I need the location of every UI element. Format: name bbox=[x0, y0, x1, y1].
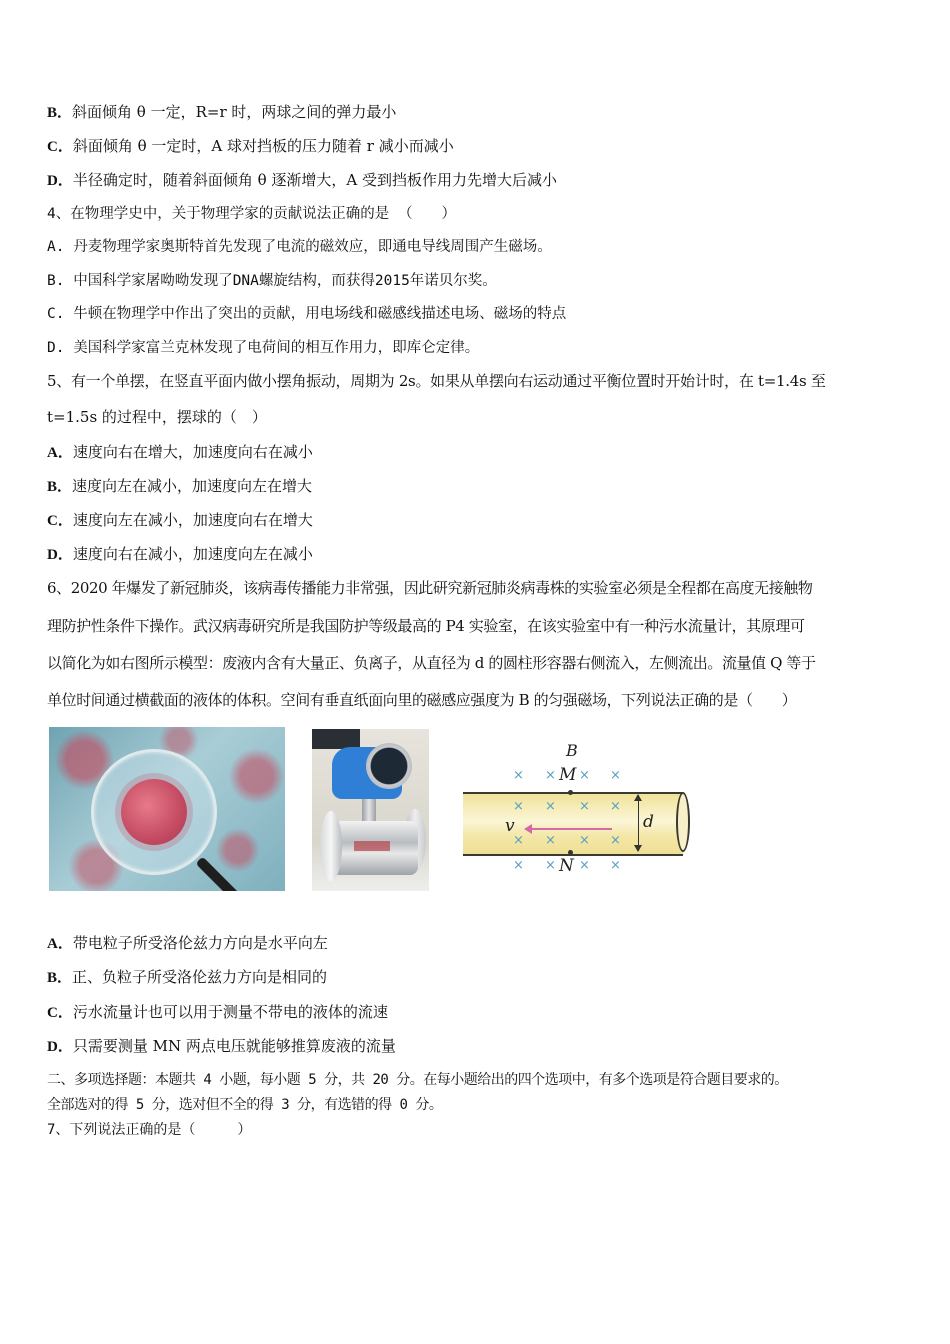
option-label: B． bbox=[47, 479, 73, 495]
option-text: 丹麦物理学家奥斯特首先发现了电流的磁效应，即通电导线周围产生磁场。 bbox=[73, 239, 552, 255]
q5-option-c bbox=[47, 511, 313, 530]
option-text: 速度向左在减小，加速度向左在增大 bbox=[72, 477, 313, 495]
option-text: 斜面倾角 θ 一定，R=r 时，两球之间的弹力最小 bbox=[72, 103, 397, 121]
q6-option-a bbox=[47, 934, 328, 953]
option-label: D. bbox=[47, 340, 65, 356]
field-cross-icon: × bbox=[545, 858, 556, 873]
point-label-m: M bbox=[559, 765, 577, 785]
field-cross-icon: × bbox=[513, 768, 524, 783]
option-text: 速度向右在增大，加速度向右在减小 bbox=[72, 443, 313, 461]
q6-stem-line1: 6、2020 年爆发了新冠肺炎，该病毒传播能力非常强，因此研究新冠肺炎病毒株的实验室必须是全程都在高度无接触物 bbox=[47, 579, 813, 597]
q6-option-b bbox=[47, 968, 327, 987]
field-cross-icon: × bbox=[610, 833, 621, 848]
q3-option-b bbox=[47, 103, 396, 122]
q6-option-d bbox=[47, 1037, 396, 1056]
diameter-arrow-down-icon bbox=[634, 845, 642, 852]
field-cross-icon: × bbox=[545, 833, 556, 848]
field-cross-icon: × bbox=[579, 799, 590, 814]
flowmeter-photo bbox=[312, 729, 429, 891]
virus-icon bbox=[121, 779, 187, 845]
virus-magnifier-image bbox=[49, 727, 285, 891]
flowmeter-flange-left bbox=[320, 811, 342, 881]
section2-instructions-line2: 全部选对的得 5 分，选对但不全的得 3 分，有选错的得 0 分。 bbox=[47, 1097, 443, 1113]
background-wall bbox=[312, 729, 360, 749]
q6-stem-line3: 以简化为如右图所示模型：废液内含有大量正、负离子，从直径为 d 的圆柱形容器右侧流入，左侧流出。流量值 Q 等于 bbox=[47, 654, 816, 672]
option-text: 牛顿在物理学中作出了突出的贡献，用电场线和磁感线描述电场、磁场的特点 bbox=[73, 306, 567, 322]
section2-instructions-line1: 二、多项选择题：本题共 4 小题，每小题 5 分，共 20 分。在每小题给出的四个选项中，有多个选项是符合题目要求的。 bbox=[47, 1072, 788, 1088]
option-label: C． bbox=[47, 1005, 73, 1021]
field-cross-icon: × bbox=[513, 799, 524, 814]
point-n-dot bbox=[568, 850, 573, 855]
q4-option-a bbox=[47, 238, 552, 256]
option-text: 斜面倾角 θ 一定时，A 球对挡板的压力随着 r 减小而减小 bbox=[72, 137, 454, 155]
magnetic-flowmeter-diagram bbox=[455, 735, 695, 880]
q6-option-c bbox=[47, 1003, 388, 1022]
point-label-n: N bbox=[559, 856, 574, 876]
option-label: C. bbox=[47, 306, 65, 322]
field-cross-icon: × bbox=[610, 799, 621, 814]
field-cross-icon: × bbox=[545, 768, 556, 783]
diameter-label-d: d bbox=[643, 812, 654, 832]
velocity-label-v: v bbox=[505, 816, 515, 836]
q5-stem-line2: t=1.5s 的过程中，摆球的（ ） bbox=[47, 408, 267, 426]
option-label: D． bbox=[47, 173, 73, 189]
field-cross-icon: × bbox=[610, 858, 621, 873]
magnifier-handle bbox=[195, 856, 252, 891]
q3-option-d bbox=[47, 171, 557, 190]
option-label: A． bbox=[47, 445, 73, 461]
magnifier-lens-icon bbox=[91, 749, 217, 875]
q4-option-b bbox=[47, 272, 497, 290]
field-cross-icon: × bbox=[545, 799, 556, 814]
option-label: B． bbox=[47, 105, 73, 121]
q3-option-c bbox=[47, 137, 454, 156]
option-label: A. bbox=[47, 239, 65, 255]
field-cross-icon: × bbox=[579, 768, 590, 783]
option-text: 中国科学家屠呦呦发现了DNA螺旋结构，而获得2015年诺贝尔奖。 bbox=[73, 273, 497, 289]
q5-option-a bbox=[47, 443, 313, 462]
field-label-b: B bbox=[566, 741, 578, 760]
q4-stem: 4、在物理学史中，关于物理学家的贡献说法正确的是 （ ） bbox=[47, 206, 456, 222]
q5-option-d bbox=[47, 545, 313, 564]
q5-stem-line1: 5、有一个单摆，在竖直平面内做小摆角振动，周期为 2s。如果从单摆向右运动通过平衡位置时开始计时，在 t=1.4s 至 bbox=[47, 372, 826, 390]
option-label: B. bbox=[47, 273, 65, 289]
option-label: D． bbox=[47, 547, 73, 563]
point-m-dot bbox=[568, 790, 573, 795]
flowmeter-stem bbox=[362, 795, 376, 823]
option-text: 只需要测量 MN 两点电压就能够推算废液的流量 bbox=[72, 1037, 396, 1055]
option-text: 速度向左在减小，加速度向右在增大 bbox=[72, 511, 313, 529]
field-cross-icon: × bbox=[513, 858, 524, 873]
option-label: A． bbox=[47, 936, 73, 952]
flowmeter-label bbox=[354, 841, 390, 851]
field-cross-icon: × bbox=[513, 833, 524, 848]
diameter-arrow-up-icon bbox=[634, 794, 642, 801]
field-cross-icon: × bbox=[579, 833, 590, 848]
field-cross-icon: × bbox=[579, 858, 590, 873]
option-text: 美国科学家富兰克林发现了电荷间的相互作用力，即库仑定律。 bbox=[73, 340, 480, 356]
option-label: B． bbox=[47, 970, 73, 986]
q4-option-d bbox=[47, 339, 479, 357]
option-text: 速度向右在减小，加速度向左在减小 bbox=[72, 545, 313, 563]
q5-option-b bbox=[47, 477, 312, 496]
q6-stem-line2: 理防护性条件下操作。武汉病毒研究所是我国防护等级最高的 P4 实验室，在该实验室中有一种污水流量计，其原理可 bbox=[47, 617, 805, 635]
option-text: 半径确定时，随着斜面倾角 θ 逐渐增大，A 受到挡板作用力先增大后减小 bbox=[72, 171, 558, 189]
option-text: 污水流量计也可以用于测量不带电的液体的流速 bbox=[72, 1003, 388, 1021]
pipe-end bbox=[676, 792, 690, 852]
velocity-arrow-left-icon bbox=[530, 828, 612, 830]
option-label: C． bbox=[47, 513, 73, 529]
field-cross-icon: × bbox=[610, 768, 621, 783]
flowmeter-display bbox=[366, 743, 412, 789]
option-label: C． bbox=[47, 139, 73, 155]
q6-stem-line4: 单位时间通过横截面的液体的体积。空间有垂直纸面向里的磁感应强度为 B 的匀强磁场，下列说法正确的是（ ） bbox=[47, 691, 797, 709]
q4-option-c bbox=[47, 305, 566, 323]
option-label: D． bbox=[47, 1039, 73, 1055]
diameter-line bbox=[638, 795, 639, 851]
option-text: 正、负粒子所受洛伦兹力方向是相同的 bbox=[72, 968, 328, 986]
q7-stem: 7、下列说法正确的是（ ） bbox=[47, 1122, 252, 1138]
option-text: 带电粒子所受洛伦兹力方向是水平向左 bbox=[72, 934, 328, 952]
